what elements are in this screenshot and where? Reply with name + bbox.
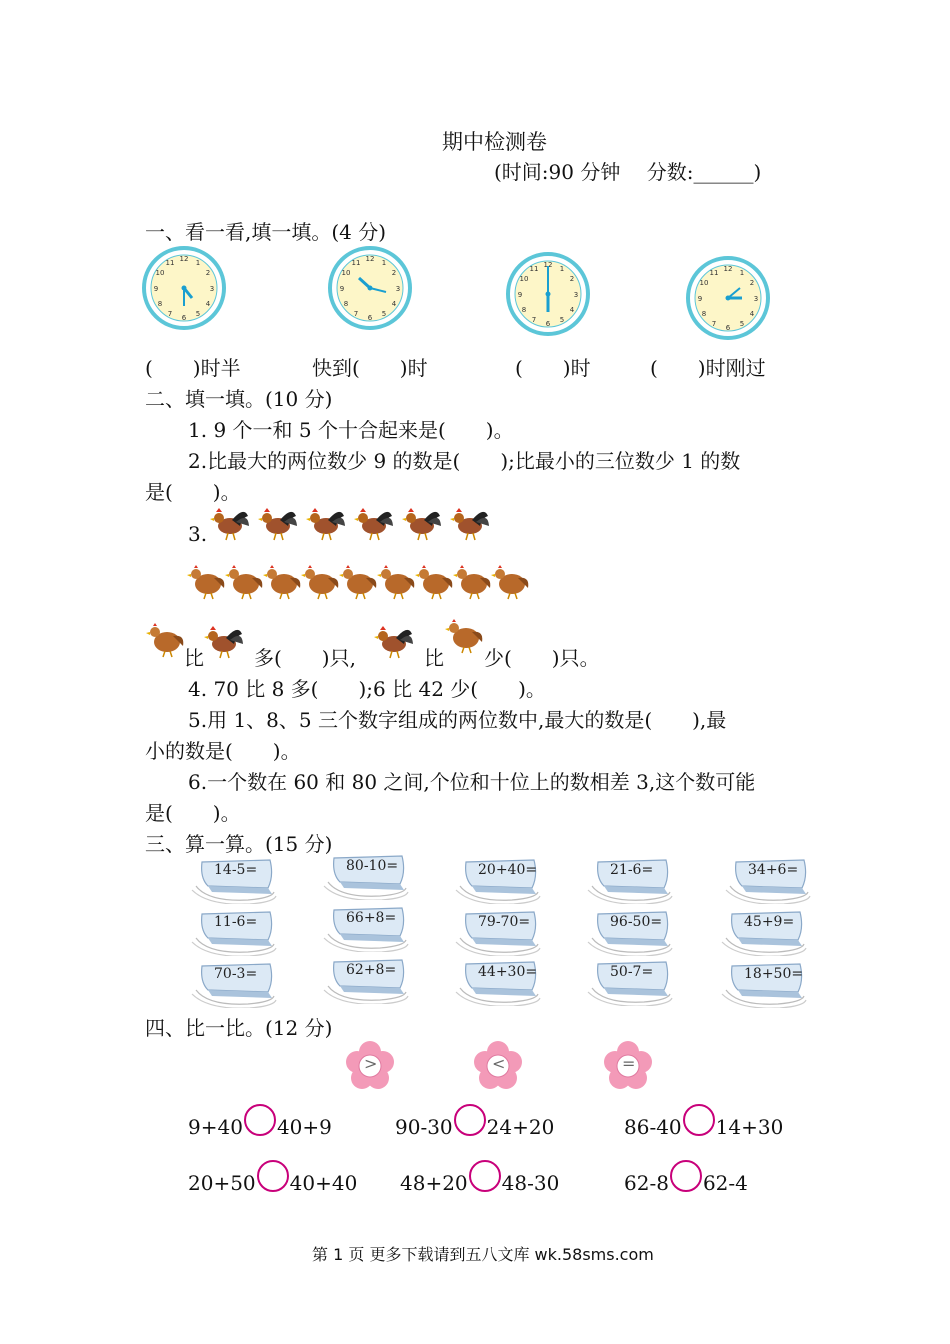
clock-icon [506,252,590,336]
rooster-icon [374,620,414,660]
question-5-cont: 小的数是( )。 [145,739,301,763]
rooster-icon [450,502,490,542]
hen-icon [376,560,416,600]
calc-card: 34+6= [722,858,812,904]
answer-circle[interactable] [683,1104,715,1136]
rooster-icon [210,502,250,542]
compare-item: 9+40 40+9 [188,1104,332,1139]
hen-icon [414,560,454,600]
clock-icon [142,246,226,330]
flower-icon: > [344,1040,396,1092]
question-4: 4. 70 比 8 多( );6 比 42 少( )。 [188,677,546,701]
question-6: 6.一个数在 60 和 80 之间,个位和十位上的数相差 3,这个数可能 [188,770,756,794]
calc-card: 62+8= [320,958,410,1004]
calc-card: 80-10= [320,854,410,900]
page-footer: 第 1 页 更多下载请到五八文库 wk.58sms.com [312,1245,654,1264]
answer-circle[interactable] [454,1104,486,1136]
hen-icon [262,560,302,600]
section4-heading: 四、比一比。(12 分) [145,1016,333,1040]
compare-item: 90-30 24+20 [395,1104,554,1139]
rooster-icon [204,620,244,660]
rooster-icon [402,502,442,542]
question-3-text: 比 [424,646,444,670]
hen-icon [186,560,226,600]
answer-circle[interactable] [244,1104,276,1136]
calc-card: 79-70= [452,910,542,956]
question-2-cont: 是( )。 [145,480,241,504]
hen-icon [300,560,340,600]
clock-caption: 快到( )时 [312,356,428,380]
compare-item: 62-8 62-4 [624,1160,748,1195]
calc-card: 45+9= [718,910,808,956]
flower-icon: = [602,1040,654,1092]
hen-icon [338,560,378,600]
calc-card: 44+30= [452,960,542,1006]
compare-item: 86-40 14+30 [624,1104,783,1139]
answer-circle[interactable] [670,1160,702,1192]
hen-icon [490,560,530,600]
page-title: 期中检测卷 [442,130,547,154]
question-3-label: 3. [188,522,208,546]
calc-card: 11-6= [188,910,278,956]
question-1: 1. 9 个一和 5 个十合起来是( )。 [188,418,514,442]
calc-card: 21-6= [584,858,674,904]
rooster-icon [306,502,346,542]
hen-icon [444,614,484,654]
hen-icon [224,560,264,600]
clock-caption: ( )时刚过 [650,356,766,380]
calc-card: 50-7= [584,960,674,1006]
calc-card: 66+8= [320,906,410,952]
clock-icon [328,246,412,330]
calc-card: 70-3= [188,962,278,1008]
page-subtitle: (时间:90 分钟 分数:______) [494,160,762,184]
section1-heading: 一、看一看,填一填。(4 分) [145,220,387,244]
question-2: 2.比最大的两位数少 9 的数是( );比最小的三位数少 1 的数 [188,449,741,473]
question-3-text: 比 [184,646,204,670]
clock-caption: ( )时 [515,356,591,380]
calc-card: 96-50= [584,910,674,956]
question-3-text: 少( )只。 [484,646,600,670]
hen-icon [145,618,185,658]
section2-heading: 二、填一填。(10 分) [145,387,333,411]
section3-heading: 三、算一算。(15 分) [145,832,333,856]
compare-item: 20+50 40+40 [188,1160,357,1195]
question-3-text: 多( )只, [254,646,356,670]
rooster-icon [258,502,298,542]
hen-icon [452,560,492,600]
flower-icon: < [472,1040,524,1092]
question-5: 5.用 1、8、5 三个数字组成的两位数中,最大的数是( ),最 [188,708,727,732]
clock-icon [686,256,770,340]
calc-card: 18+50= [718,962,808,1008]
answer-circle[interactable] [257,1160,289,1192]
compare-item: 48+20 48-30 [400,1160,559,1195]
calc-card: 14-5= [188,858,278,904]
calc-card: 20+40= [452,858,542,904]
answer-circle[interactable] [469,1160,501,1192]
question-6-cont: 是( )。 [145,801,241,825]
clock-caption: ( )时半 [145,356,241,380]
rooster-icon [354,502,394,542]
